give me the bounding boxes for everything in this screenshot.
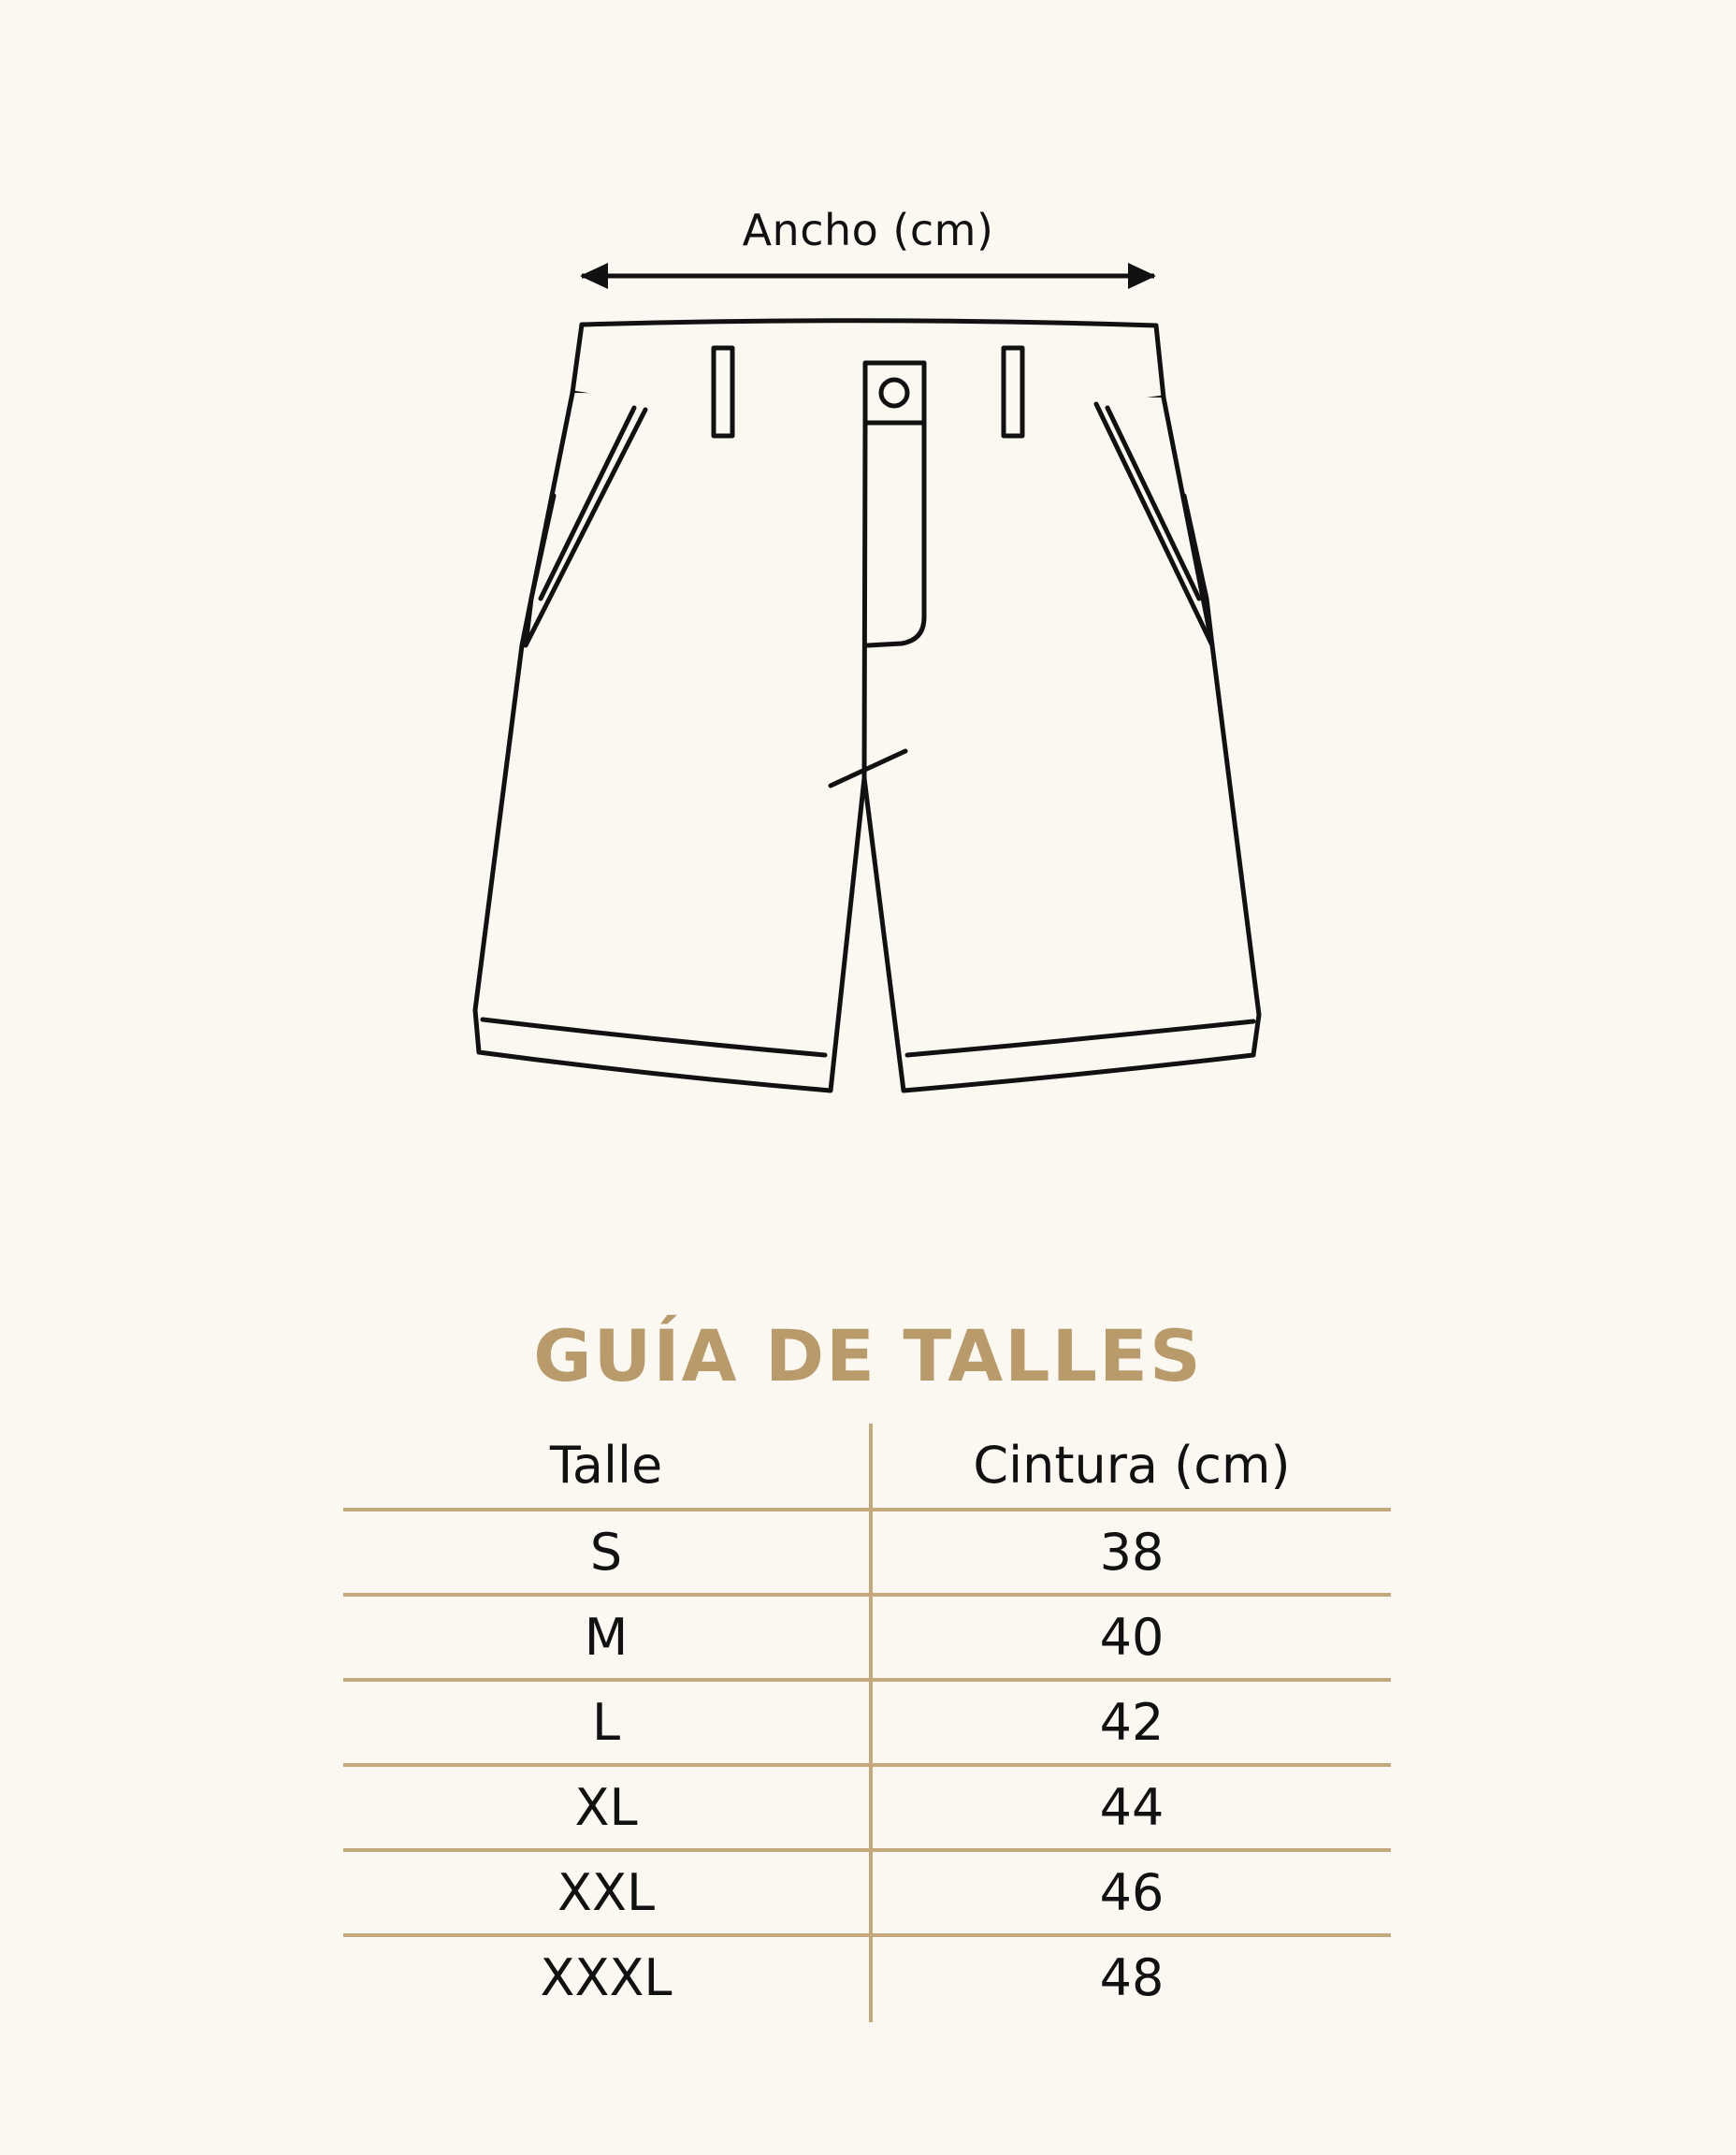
table-row <box>343 1511 1391 1597</box>
size-cell: L <box>591 1693 621 1752</box>
table-row <box>343 1597 1391 1682</box>
table-header <box>343 1424 1391 1511</box>
size-cell: XL <box>574 1778 638 1837</box>
waist-cell: 44 <box>1099 1778 1165 1837</box>
table-row <box>343 1937 1391 2018</box>
waist-cell: 42 <box>1099 1693 1165 1752</box>
table-row <box>343 1852 1391 1937</box>
size-cell: XXXL <box>540 1948 673 2007</box>
size-guide-title: GUÍA DE TALLES <box>533 1314 1203 1397</box>
size-table <box>343 1424 1391 2022</box>
waist-cell: 40 <box>1099 1608 1165 1667</box>
size-cell: S <box>589 1523 623 1582</box>
width-arrow <box>580 263 1156 289</box>
waist-column-header: Cintura (cm) <box>973 1436 1291 1495</box>
button-icon <box>881 380 907 406</box>
size-cell: M <box>584 1608 629 1667</box>
arrow-left-icon <box>580 263 608 289</box>
waist-cell: 48 <box>1099 1948 1165 2007</box>
table-row <box>343 1767 1391 1852</box>
waist-cell: 46 <box>1099 1863 1165 1922</box>
column-divider <box>869 1424 873 2022</box>
size-cell: XXL <box>557 1863 656 1922</box>
table-row <box>343 1682 1391 1767</box>
waist-cell: 38 <box>1099 1523 1165 1582</box>
size-column-header: Talle <box>549 1436 663 1495</box>
arrow-right-icon <box>1128 263 1156 289</box>
width-measure-label: Ancho (cm) <box>742 205 994 255</box>
shorts-outline <box>475 321 1259 1091</box>
